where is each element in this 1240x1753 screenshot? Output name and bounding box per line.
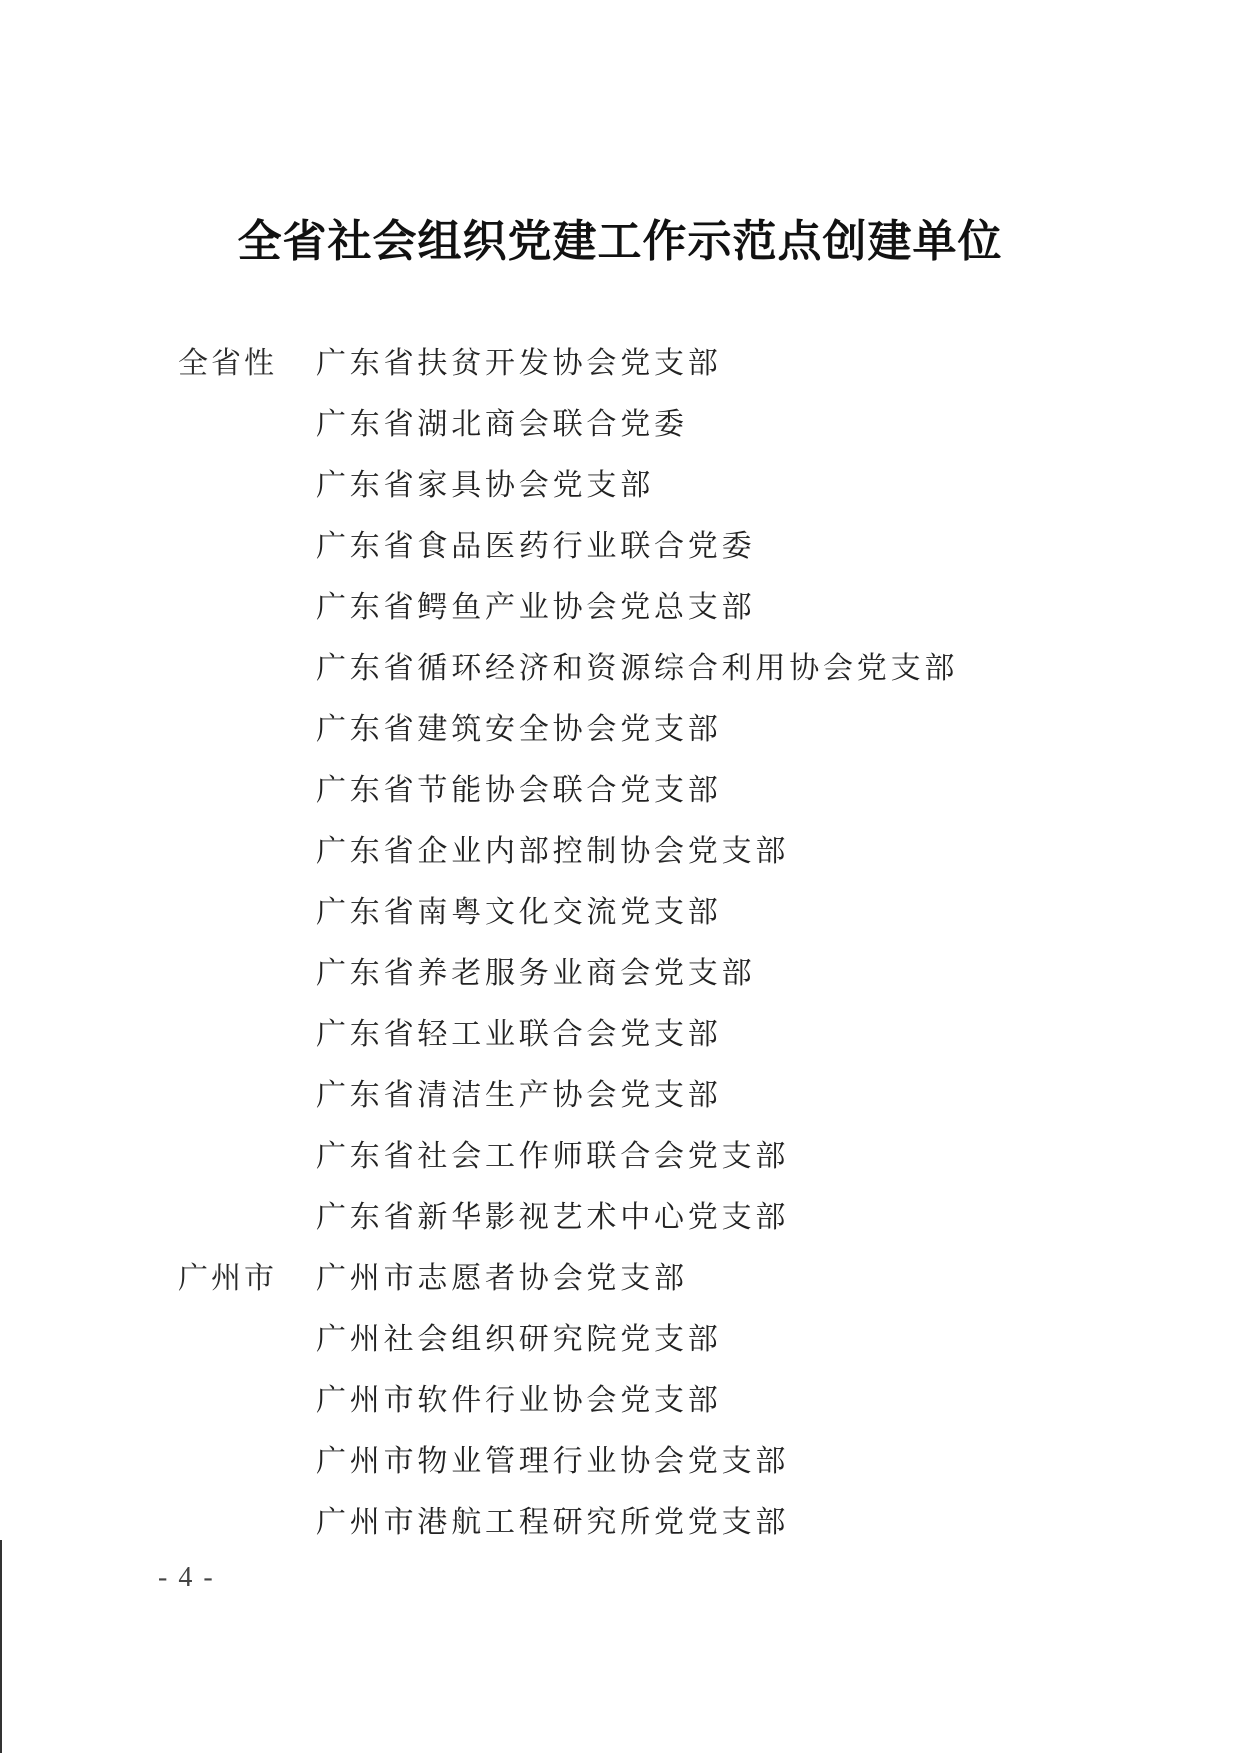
unit-item: 广东省清洁生产协会党支部 bbox=[316, 1078, 722, 1113]
unit-item: 广东省扶贫开发协会党支部 bbox=[316, 346, 722, 381]
scan-edge-shadow bbox=[0, 1540, 2, 1753]
unit-item: 广州社会组织研究院党支部 bbox=[316, 1322, 722, 1357]
unit-item: 广东省南粤文化交流党支部 bbox=[316, 895, 722, 930]
group-label: 全省性 bbox=[178, 346, 277, 381]
group-label: 广州市 bbox=[178, 1261, 277, 1296]
unit-item: 广东省循环经济和资源综合利用协会党支部 bbox=[316, 651, 959, 686]
unit-item: 广东省食品医药行业联合党委 bbox=[316, 529, 756, 564]
unit-item: 广东省轻工业联合会党支部 bbox=[316, 1017, 722, 1052]
unit-item: 广东省节能协会联合党支部 bbox=[316, 773, 722, 808]
unit-item: 广东省建筑安全协会党支部 bbox=[316, 712, 722, 747]
unit-item: 广东省养老服务业商会党支部 bbox=[316, 956, 756, 991]
group-provincial bbox=[178, 333, 958, 1248]
unit-item: 广东省企业内部控制协会党支部 bbox=[316, 834, 790, 869]
unit-list bbox=[316, 333, 958, 1248]
unit-item: 广东省家具协会党支部 bbox=[316, 468, 654, 503]
unit-groups bbox=[178, 333, 958, 1553]
unit-item: 广州市物业管理行业协会党支部 bbox=[316, 1444, 790, 1479]
unit-list bbox=[316, 1248, 789, 1553]
page-number: - 4 - bbox=[158, 1562, 215, 1593]
unit-item: 广州市港航工程研究所党党支部 bbox=[316, 1505, 790, 1540]
document-title: 全省社会组织党建工作示范点创建单位 bbox=[237, 216, 1003, 267]
group-guangzhou bbox=[178, 1248, 958, 1553]
unit-item: 广东省鳄鱼产业协会党总支部 bbox=[316, 590, 756, 625]
unit-item: 广东省新华影视艺术中心党支部 bbox=[316, 1200, 790, 1235]
unit-item: 广东省湖北商会联合党委 bbox=[316, 407, 688, 442]
unit-item: 广州市志愿者协会党支部 bbox=[316, 1261, 688, 1296]
unit-item: 广东省社会工作师联合会党支部 bbox=[316, 1139, 790, 1174]
unit-item: 广州市软件行业协会党支部 bbox=[316, 1383, 722, 1418]
